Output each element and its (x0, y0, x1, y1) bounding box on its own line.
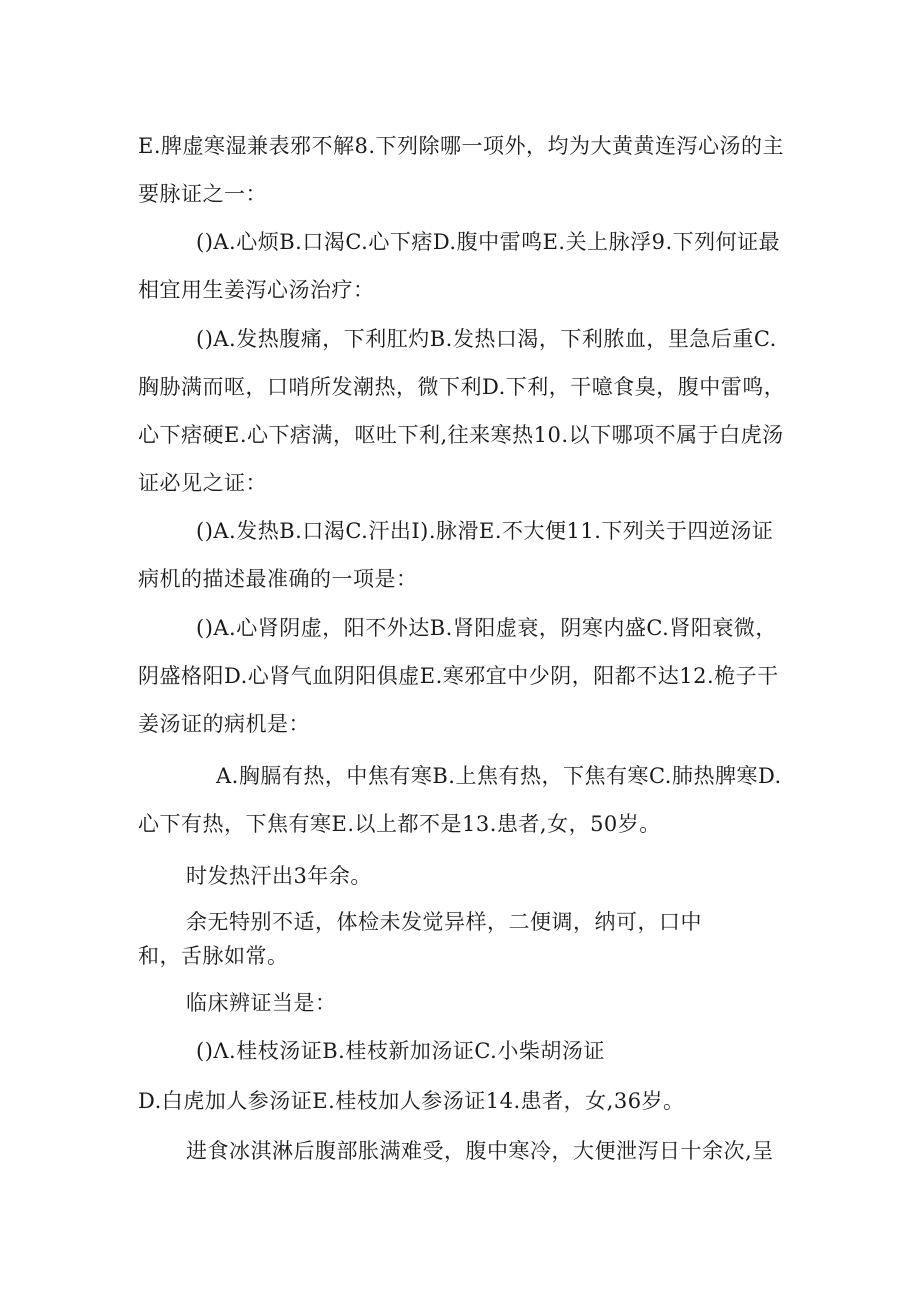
paragraph-1: E.脾虚寒湿兼表邪不解8.下列除哪一项外，均为大黄黄连泻心汤的主要脉证之一： (138, 134, 785, 206)
paragraph-11: D.白虎加人参汤证E.桂枝加人参汤证14.患者，女,36岁。 (138, 1089, 685, 1113)
paragraph-6: A.胸膈有热，中焦有寒B.上焦有热，下焦有寒C.肺热脾寒D.心下有热，下焦有寒E.以上都不是13.患者,女，50岁。 (138, 764, 782, 836)
paragraph-9: 临床辨证当是： (186, 991, 337, 1015)
paragraph-8: 余无特别不适，体检未发觉异样，二便调，纳可，口中和，舌脉如常。 (138, 910, 702, 968)
paragraph-4: ()A.发热B.口渴C.汗出I).脉滑E.不大便11.下列关于四逆汤证病机的描述最准确的一项是： (138, 519, 774, 591)
paragraph-7: 时发热汗出3年余。 (186, 864, 372, 888)
paragraph-2: ()A.心烦B.口渴C.心下痞D.腹中雷鸣E.关上脉浮9.下列何证最相宜用生姜泻心汤治疗： (138, 230, 781, 302)
paragraph-12: 进食冰淇淋后腹部胀满难受，腹中寒冷，大便泄泻日十余次,呈 (186, 1139, 774, 1163)
paragraph-10: ()Λ.桂枝汤证B.桂枝新加汤证C.小柴胡汤证 (196, 1039, 605, 1063)
paragraph-5: ()A.心肾阴虚，阳不外达B.肾阳虚衰，阴寒内盛C.肾阳衰微，阴盛格阳D.心肾气血阴阳俱虚E.寒邪宜中少阴，阳都不达12.桅子干姜汤证的病机是： (138, 616, 779, 736)
paragraph-3: ()A.发热腹痛，下利肛灼B.发热口渴，下利脓血，里急后重C.胸胁满而呕，口哨所发潮热，微下利D.下利，干噫食臭，腹中雷鸣，心下痞硬E.心下痞满，呕吐下利,往来寒热10.以下哪项不属于白虎汤证必见之证： (138, 327, 786, 495)
